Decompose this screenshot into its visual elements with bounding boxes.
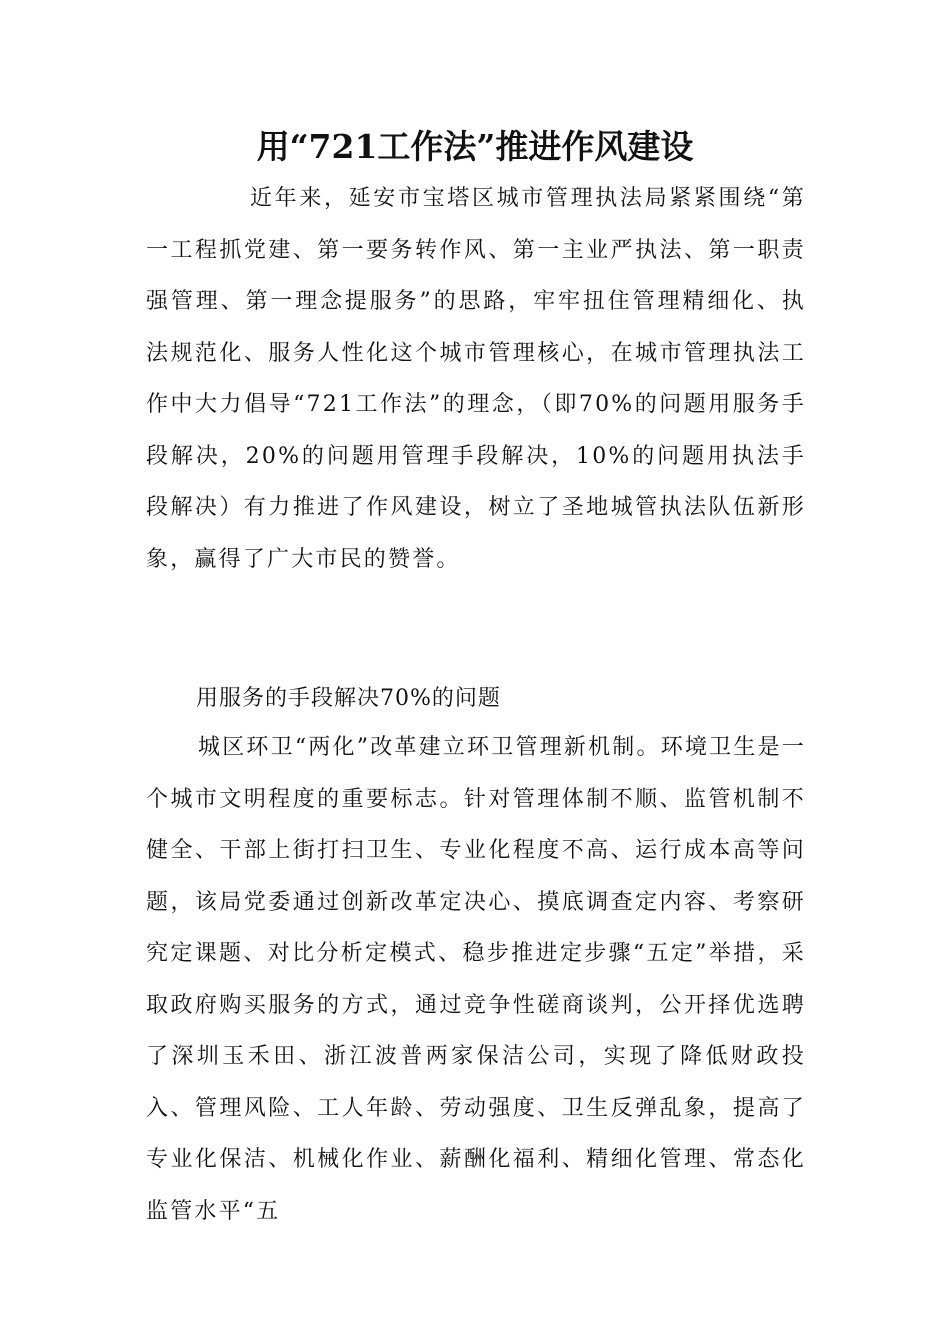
section-paragraph: 城区环卫“两化”改革建立环卫管理新机制。环境卫生是一个城市文明程度的重要标志。针对管理体制不顺、监管机制不健全、干部上街打扫卫生、专业化程度不高、运行成本高等问题，该局党委通过创新改革定决心、摸底调查定内容、考察研究定课题、对比分析定模式、稳步推进定步骤“五定”举措，采取政府购买服务的方式，通过竞争性磋商谈判，公开择优选聘了深圳玉禾田、浙江波普两家保洁公司，实现了降低财政投入、管理风险、工人年龄、劳动强度、卫生反弹乱象，提高了专业化保洁、机械化作业、薪酬化福利、精细化管理、常态化监管水平“五	[146, 735, 806, 1224]
document-title: 用“721工作法”推进作风建设	[256, 127, 694, 166]
intro-paragraph: 近年来，延安市宝塔区城市管理执法局紧紧围绕“第一工程抓党建、第一要务转作风、第一主业严执法、第一职责强管理、第一理念提服务”的思路，牢牢扭住管理精细化、执法规范化、服务人性化这个城市管理核心，在城市管理执法工作中大力倡导“721工作法”的理念，（即70%的问题用服务手段解决，20%的问题用管理手段解决，10%的问题用执法手段解决）有力推进了作风建设，树立了圣地城管执法队伍新形象，赢得了广大市民的赞誉。	[146, 186, 806, 572]
section-heading: 用服务的手段解决70%的问题	[196, 686, 501, 711]
